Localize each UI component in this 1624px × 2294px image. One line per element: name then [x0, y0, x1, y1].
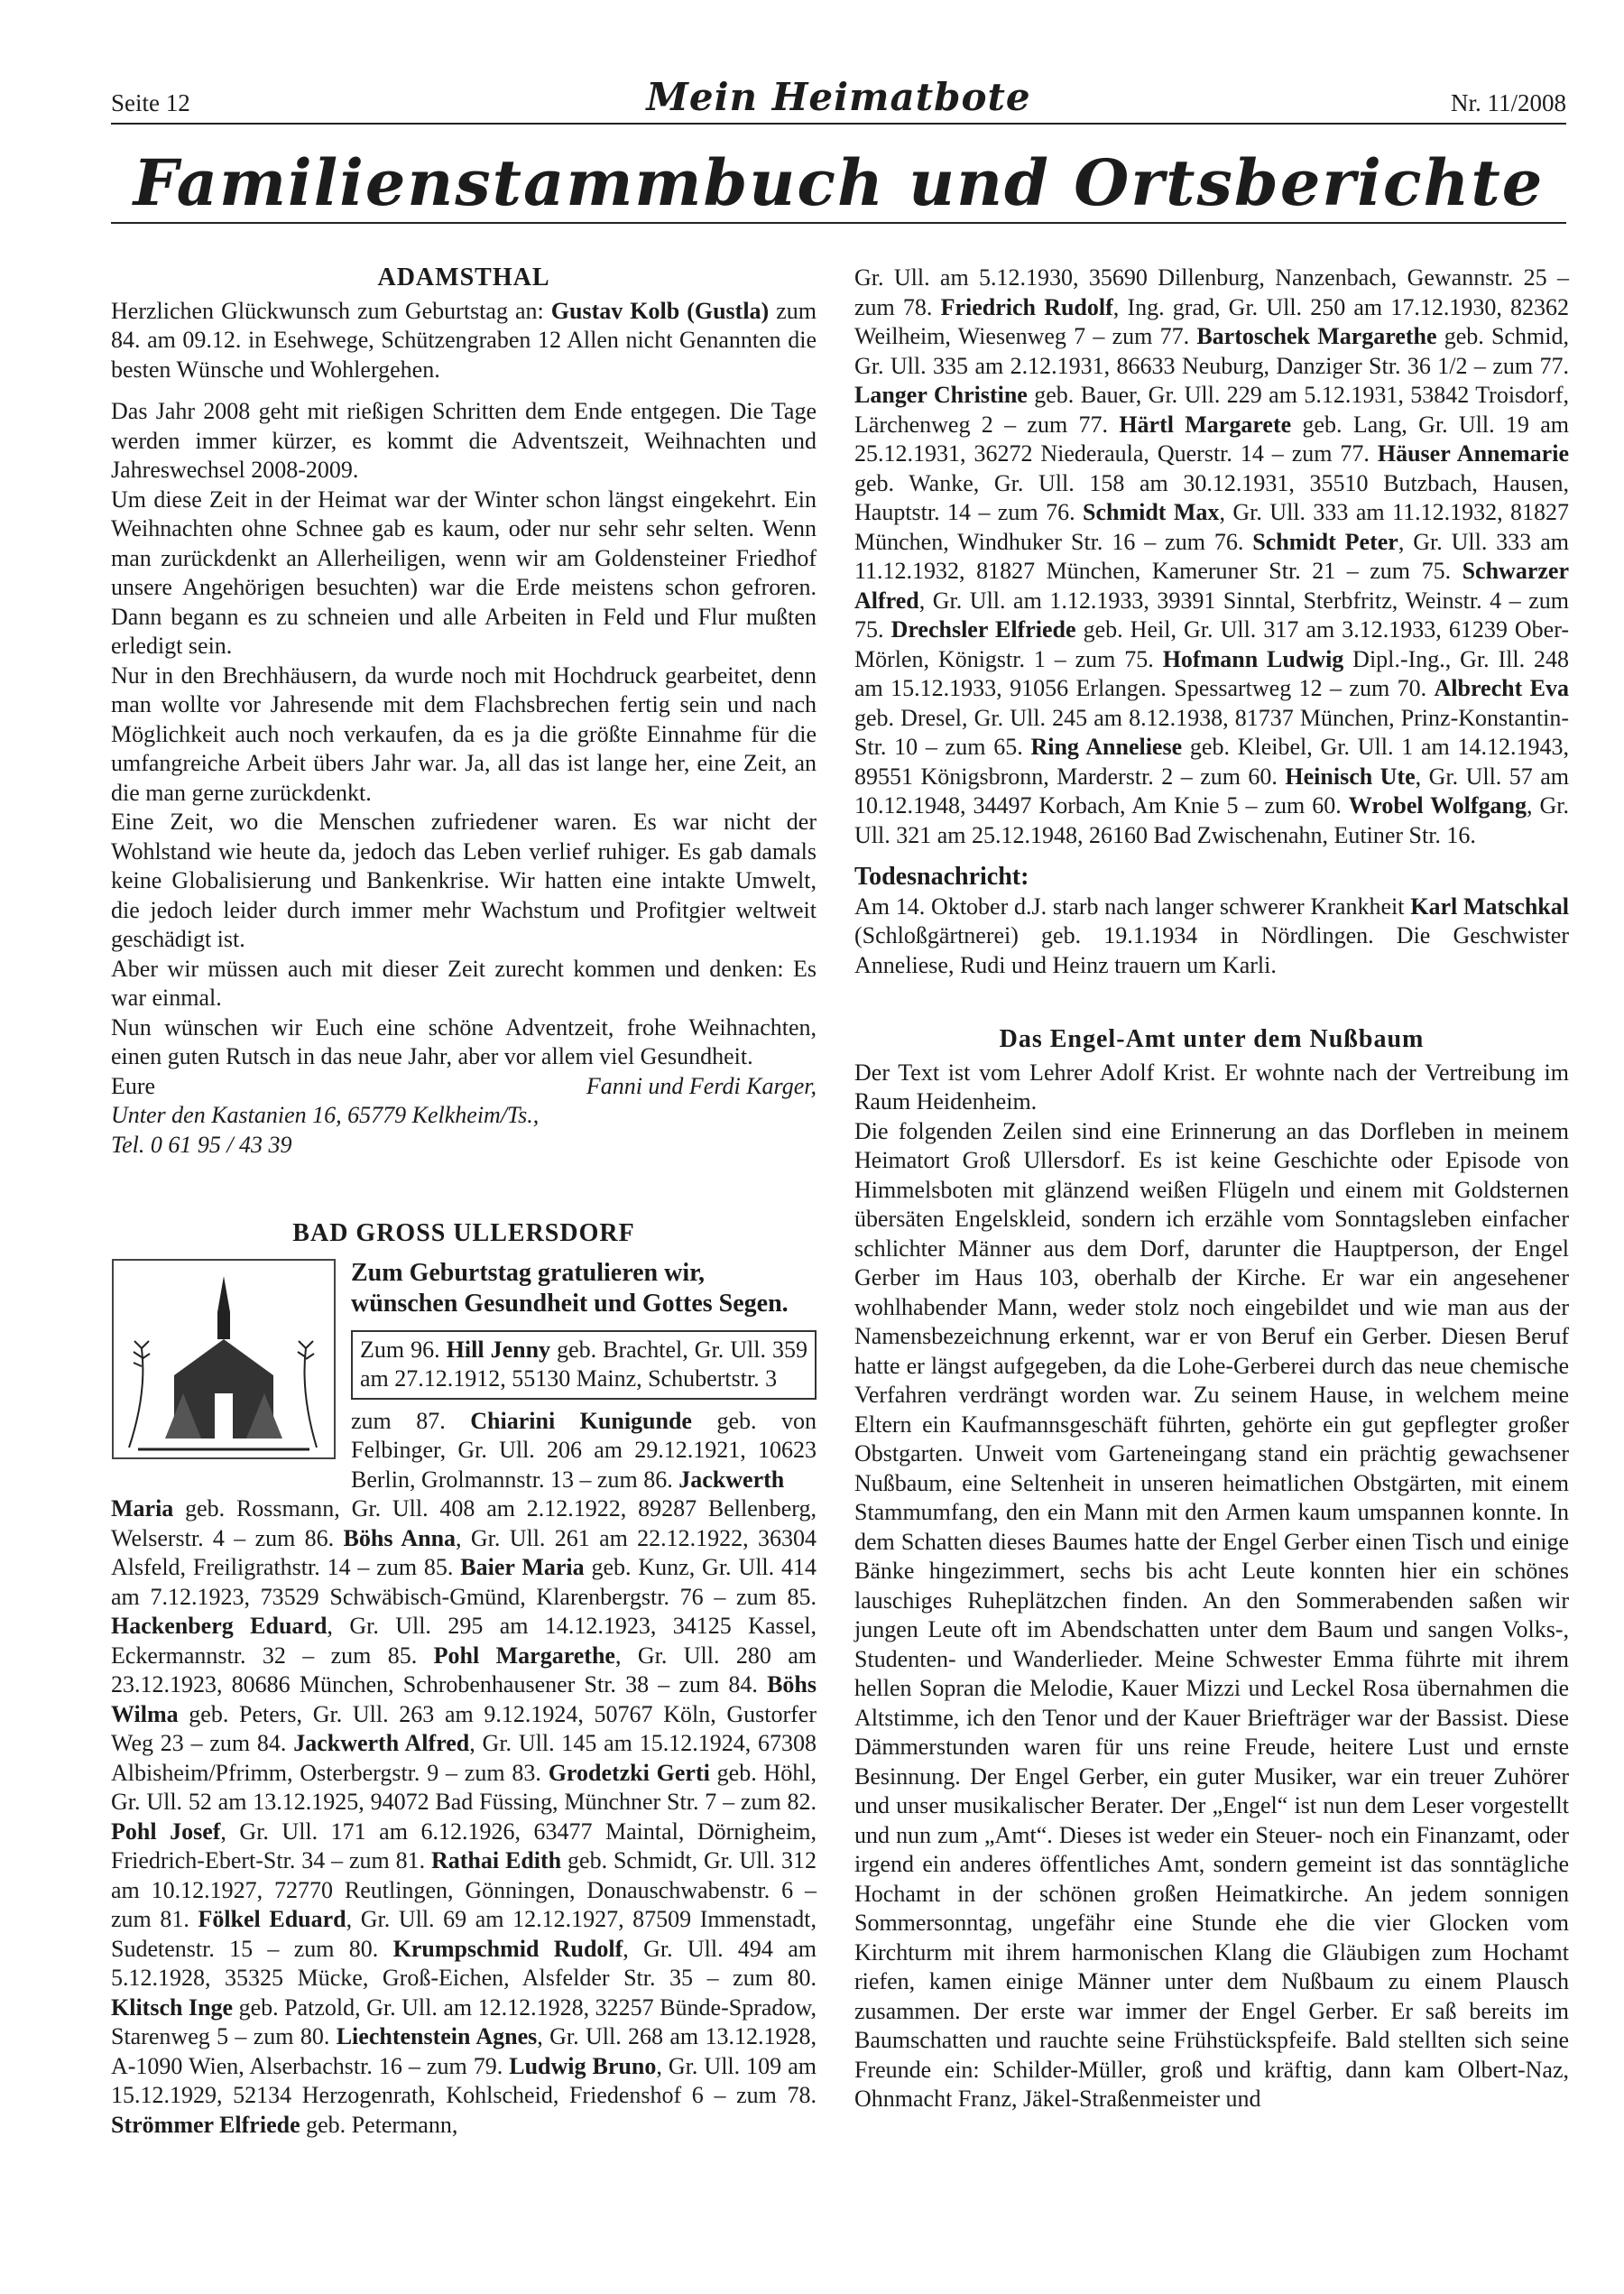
text-run: geb. Kunz, Gr. Ull. 414 am 7.12.1923, 73529 Schwäbisch-Gmünd, Klarenbergstr. 76 – zum 85.: [111, 1554, 817, 1610]
highlighted-birthday: [351, 1330, 817, 1400]
text-run: geb. Bauer, Gr. Ull. 229 am 5.12.1931, 53842 Troisdorf, Lärchenweg 2 – zum 77.: [854, 382, 1569, 438]
text-run: geb. Kleibel, Gr. Ull. 1 am 14.12.1943, 89551 Königsbronn, Marderstr. 2 – zum 60.: [854, 734, 1569, 790]
person-name: Langer Christine: [854, 382, 1028, 408]
article-intro: Der Text ist vom Lehrer Adolf Krist. Er wohnte nach der Vertreibung im Raum Heidenheim.: [854, 1059, 1569, 1115]
person-name: Schmidt Max: [1083, 499, 1220, 525]
person-name: Pohl Josef: [111, 1818, 221, 1845]
text-run: zum 84. am 09.12. in Esehwege, Schützengraben 12 Allen nicht Genannten die besten Wünsche und Wohlergehen.: [111, 297, 817, 383]
greeting-paragraph: [111, 297, 817, 385]
signature-address: Unter den Kastanien 16, 65779 Kelkheim/Ts.,: [111, 1102, 540, 1128]
person-name: Ludwig Bruno: [509, 2052, 657, 2079]
person-name: Jackwerth Alfred: [293, 1730, 470, 1756]
person-name: Hofmann Ludwig: [1162, 645, 1344, 672]
text-run: , Gr. Ull. 295 am 14.12.1923, 34125 Kassel, Eckermannstr. 32 – zum 85.: [111, 1613, 817, 1669]
text-run: Herzlichen Glückwunsch zum Geburtstag an:: [111, 297, 551, 324]
section-title-ullersdorf: BAD GROSS ULLERSDORF: [292, 1219, 635, 1247]
right-column: [854, 264, 1569, 2114]
text-run: , Gr. Ull. 280 am 23.12.1923, 80686 München, Schrobenhausener Str. 38 – zum 84.: [111, 1642, 817, 1697]
birthday-block: [111, 1258, 817, 1495]
text-run: geb. Lang, Gr. Ull. 19 am 25.12.1931, 36272 Niederaula, Querstr. 14 – zum 77.: [854, 411, 1569, 467]
text-run: , Gr. Ull. am 1.12.1933, 39391 Sinntal, Sterbfritz, Weinstr. 4 – zum 75.: [854, 587, 1569, 643]
person-name: Ring Anneliese: [1030, 734, 1183, 760]
text-run: geb. Brachtel, Gr. Ull. 359 am 27.12.1912, 55130 Mainz, Schubertstr. 3: [360, 1336, 807, 1392]
adamsthal-paragraph: Nur in den Brechhäusern, da wurde noch mit Hochdruck gearbeitet, denn man wollte vor Jahresende mit dem Flachsbrechen fertig sein und nach Möglichkeit auch noch verkaufen, da es ja die größte Einnahme für die umfangreiche Arbeit übers Jahr war. Ja, all das ist lange her, eine Zeit, an die man gerne zurückdenkt.: [111, 661, 817, 806]
adamsthal-paragraph: Nun wünschen wir Euch eine schöne Adventzeit, frohe Weihnachten, einen guten Rutsch in das neue Jahr, aber vor allem viel Gesundheit.: [111, 1013, 817, 1069]
closing-word: Eure: [111, 1072, 156, 1099]
text-run: , Gr. Ull. 333 am 11.12.1932, 81827 München, Kameruner Str. 21 – zum 75.: [854, 528, 1569, 584]
text-run: , Gr. Ull. 57 am 10.12.1948, 34497 Korbach, Am Knie 5 – zum 60.: [854, 763, 1569, 819]
text-run: geb. Petermann,: [300, 2111, 458, 2138]
text-run: , Gr. Ull. 321 am 25.12.1948, 26160 Bad Zwischenahn, Eutiner Str. 16.: [854, 792, 1570, 848]
text-run: geb. Dresel, Gr. Ull. 245 am 8.12.1938, 81737 München, Prinz-Konstantin-Str. 10 – zum 65.: [854, 704, 1569, 760]
signature-phone: Tel. 0 61 95 / 43 39: [111, 1131, 292, 1158]
person-name: Hill Jenny: [446, 1336, 551, 1363]
person-name: Karl Matschkal: [1410, 893, 1569, 920]
person-name: Schwarzer Alfred: [854, 558, 1569, 614]
banner-title: Familienstammbuch und Ortsberichte: [133, 145, 1545, 220]
article-body: Die folgenden Zeilen sind eine Erinnerung an das Dorfleben in meinem Heimatort Groß Ullersdorf. Es ist keine Geschichte oder Episode von Himmelsboten mit glänzend weißen Flügeln und einem mit Goldsternen übersäten Engelskleid, sondern ich erzähle vom Sonntagsleben einfacher schlichter Männer aus dem Dorf, darunter die Hauptperson, der Engel Gerber im Haus 103, oberhalb der Kirche. Er war ein angesehener wohlhabender Mann, weder stolz noch eingebildet und wie man aus der Namensbezeichnung erkennt, war er von Beruf ein Gerber. Diesen Beruf hatte er längst aufgegeben, da die Lohe-Gerberei durch das neue chemische Verfahren verdrängt worden war. Zu seinem Hause, in welchem meine Eltern ein Kaufmannsgeschäft führten, gehörte ein gut gepflegter großer Obstgarten. Unweit vom Garteneingang stand ein prächtig gewachsener Nußbaum, eine Seltenheit in unseren heimatlichen Obstgärten, mit einem Stammumfang, den ein Mann mit den Armen kaum umspannen konnte. In dem Schatten dieses Baumes hatte der Engel Gerber einen Tisch und einige Bänke hingezimmert, sechs bis acht Leute konnten hier ein schönes lauschiges Ruheplätzchen finden. An den Sommerabenden saßen wir jungen Leute oft im Abendschatten unter dem Baum und sangen Volks-, Studenten- und Wanderlieder. Meine Schwester Emma führte mit ihrem hellen Sopran die Melodie, Kauer Mizzi und Leckel Rosa übernahmen die Altstimme, ich den Tenor und der Kauer Briefträger war der Bassist. Diese Dämmerstunden waren für uns reine Freude, heitere Lust und ernste Besinnung. Der Engel Gerber, ein guter Musiker, war ein treuer Zuhörer und unser musikalischer Berater. Der „Engel“ ist nun dem Leser vorgestellt und nun zum „Amt“. Dieses ist weder ein Steuer- noch ein Finanzamt, oder irgend ein anderes öffentliches Amt, sondern gemeint ist das sonntägliche Hochamt in der schönen großen Heimatkirche. An jedem sonnigen Sommersonntag, ungefähr eine Stunde ehe die vier Glocken vom Kirchturm mit ihrem harmonischen Klang die Gläubigen zum Hochamt riefen, kamen einige Männer unter dem Nußbaum zu einem Plausch zusammen. Der erste war immer der Engel Gerber. Er saß bereits im Baumschatten und rauchte seine Frühstückspfeife. Bald stellten sich seine Freunde ein: Schilder-Müller, groß und kräftig, dann kam Olbert-Naz, Ohnmacht Franz, Jäkel-Straßenmeister und: [854, 1117, 1569, 2112]
text-run: zum 87.: [351, 1407, 471, 1434]
person-name: Heinisch Ute: [1285, 763, 1416, 790]
left-column: [111, 264, 817, 2140]
closing-line: [111, 1072, 817, 1102]
birthday-heading: Zum Geburtstag gratulieren wir, wünschen Gesundheit und Gottes Segen.: [351, 1258, 789, 1318]
adamsthal-paragraph: Das Jahr 2008 geht mit rießigen Schritten dem Ende entgegen. Die Tage werden immer kürzer, es kommt die Adventszeit, Weihnachten und Jahreswechsel 2008-2009.: [111, 398, 817, 483]
text-run: , Gr. Ull. 171 am 6.12.1926, 63477 Maintal, Dörnigheim, Friedrich-Ebert-Str. 34 – zum 81.: [111, 1818, 817, 1873]
text-run: geb. Schmid, Gr. Ull. 335 am 2.12.1931, 86633 Neuburg, Danziger Str. 36 1/2 – zum 77.: [854, 323, 1569, 379]
church-illustration: [111, 1258, 337, 1460]
text-run: , Gr. Ull. 261 am 22.12.1922, 36304 Alsfeld, Freiligrathstr. 14 – zum 85.: [111, 1524, 817, 1580]
person-name: Jackwerth: [678, 1466, 785, 1493]
person-name: Albrecht Eva: [1434, 675, 1569, 701]
text-run: geb. Schmidt, Gr. Ull. 312 am 10.12.1927, 72770 Reutlingen, Gönningen, Donauschwabenstr. 6 – zum 81.: [111, 1847, 817, 1932]
text-run: geb. Heil, Gr. Ull. 317 am 3.12.1933, 61239 Ober-Mörlen, Königstr. 1 – zum 75.: [854, 616, 1570, 672]
person-name: Chiarini Kunigunde: [470, 1407, 692, 1434]
text-run: Dipl.-Ing., Gr. Ill. 248 am 15.12.1933, 91056 Erlangen. Spessartweg 12 – zum 70.: [854, 645, 1569, 701]
text-run: Zum 96.: [360, 1336, 447, 1363]
masthead-logo: Mein Heimatbote: [646, 75, 1031, 119]
section-banner: [111, 144, 1566, 224]
person-name: Gustav Kolb (Gustla): [550, 297, 770, 324]
text-run: Gr. Ull. am 5.12.1930, 35690 Dillenburg, Nanzenbach, Gewannstr. 25 – zum 78.: [854, 264, 1569, 320]
issue-number: Nr. 11/2008: [1451, 89, 1566, 116]
text-run: geb. Höhl, Gr. Ull. 52 am 13.12.1925, 94072 Bad Füssing, Münchner Str. 7 – zum 82.: [111, 1759, 817, 1815]
person-name: Liechtenstein Agnes: [336, 2023, 538, 2049]
person-name: Rathai Edith: [431, 1847, 562, 1873]
person-name: Drechsler Elfriede: [890, 616, 1076, 643]
person-name: Pohl Margarethe: [433, 1642, 615, 1669]
birthday-entries-continued: [854, 264, 1569, 850]
person-name: Klitsch Inge: [111, 1993, 234, 2021]
text-run: Am 14. Oktober d.J. starb nach langer schwerer Krankheit: [854, 893, 1411, 920]
person-name: Böhs Wilma: [111, 1671, 817, 1727]
birthday-intro: [351, 1258, 817, 1495]
person-name: Strömmer Elfriede: [111, 2111, 300, 2138]
person-name: Hackenberg Eduard: [111, 1613, 328, 1639]
person-name: Friedrich Rudolf: [940, 293, 1113, 320]
person-name: Böhs Anna: [343, 1524, 457, 1551]
text-run: geb. Wanke, Gr. Ull. 158 am 30.12.1931, 35510 Butzbach, Hausen, Hauptstr. 14 – zum 76.: [854, 469, 1569, 525]
adamsthal-paragraph: Um diese Zeit in der Heimat war der Winter schon längst eingekehrt. Ein Weihnachten ohne Schnee gab es kaum, oder nur sehr sehr selten. Wenn man zurückdenkt an Allerheiligen, wenn wir am Goldensteiner Friedhof unsere Angehörigen besuchten) war die Erde meistens schon gefroren. Dann begann es zu schneien und alle Arbeiten in Feld und Flur mußten erledigt sein.: [111, 486, 817, 659]
text-run: , Gr. Ull. 109 am 15.12.1929, 52134 Herzogenrath, Kohlscheid, Friedenshof 6 – zum 78.: [111, 2052, 817, 2108]
person-name: Grodetzki Gerti: [548, 1759, 710, 1786]
text-run: , Gr. Ull. 494 am 5.12.1928, 35325 Mücke, Groß-Eichen, Alsfelder Str. 35 – zum 80.: [111, 1935, 817, 1991]
death-notice-title: Todesnachricht:: [854, 863, 1029, 891]
text-run: , Gr. Ull. 69 am 12.12.1927, 87509 Immenstadt, Sudetenstr. 15 – zum 80.: [111, 1906, 817, 1962]
signature-names: Fanni und Ferdi Karger,: [586, 1072, 817, 1099]
page-number: Seite 12: [111, 89, 190, 116]
death-notice-text: [854, 893, 1569, 981]
article-title: Das Engel-Amt unter dem Nußbaum: [999, 1025, 1425, 1053]
person-name: Fölkel Eduard: [198, 1906, 346, 1932]
text-run: (Schloßgärtnerei) geb. 19.1.1934 in Nördlingen. Die Geschwister Anneliese, Rudi und Heinz trauern um Karli.: [854, 922, 1569, 978]
section-title-adamsthal: ADAMSTHAL: [377, 264, 550, 291]
person-name: Härtl Margarete: [1119, 411, 1292, 438]
birthday-entries-intro: [351, 1407, 817, 1495]
text-run: geb. Peters, Gr. Ull. 263 am 9.12.1924, 50767 Köln, Gustorfer Weg 23 – zum 84.: [111, 1700, 817, 1756]
person-name: Häuser Annemarie: [1377, 440, 1569, 467]
person-name: Maria: [111, 1495, 174, 1522]
running-header: [111, 75, 1566, 125]
adamsthal-paragraph: Aber wir müssen auch mit dieser Zeit zurecht kommen und denken: Es war einmal.: [111, 955, 817, 1011]
person-name: Baier Maria: [460, 1554, 585, 1580]
adamsthal-paragraph: Eine Zeit, wo die Menschen zufriedener waren. Es war nicht der Wohlstand wie heute da, jedoch das Leben verlief ruhiger. Es gab damals keine Globalisierung und Bankenkrise. Wir hatten eine intakte Umwelt, die jedoch leider durch immer mehr Wachstum und Profitgier weltweit geschädigt ist.: [111, 809, 817, 952]
birthday-entries: [111, 1494, 817, 2140]
text-run: , Gr. Ull. 268 am 13.12.1928, A-1090 Wien, Alserbachstr. 16 – zum 79.: [111, 2023, 817, 2079]
text-run: geb. von Felbinger, Gr. Ull. 206 am 29.12.1921, 10623 Berlin, Grolmannstr. 13 – zum 86.: [351, 1407, 817, 1493]
text-run: geb. Patzold, Gr. Ull. am 12.12.1928, 32257 Bünde-Spradow, Starenweg 5 – zum 80.: [111, 1993, 817, 2049]
person-name: Krumpschmid Rudolf: [392, 1935, 623, 1962]
text-run: , Ing. grad, Gr. Ull. 250 am 17.12.1930, 82362 Weilheim, Wiesenweg 7 – zum 77.: [854, 293, 1569, 349]
person-name: Schmidt Peter: [1252, 528, 1398, 555]
text-run: geb. Rossmann, Gr. Ull. 408 am 2.12.1922, 89287 Bellenberg, Welserstr. 4 – zum 86.: [111, 1495, 817, 1551]
text-run: , Gr. Ull. 145 am 15.12.1924, 67308 Albisheim/Pfrimm, Osterbergstr. 9 – zum 83.: [111, 1730, 817, 1786]
person-name: Bartoschek Margarethe: [1196, 323, 1437, 349]
text-run: , Gr. Ull. 333 am 11.12.1932, 81827 München, Windhuker Str. 16 – zum 76.: [854, 499, 1570, 555]
person-name: Wrobel Wolfgang: [1348, 792, 1527, 819]
